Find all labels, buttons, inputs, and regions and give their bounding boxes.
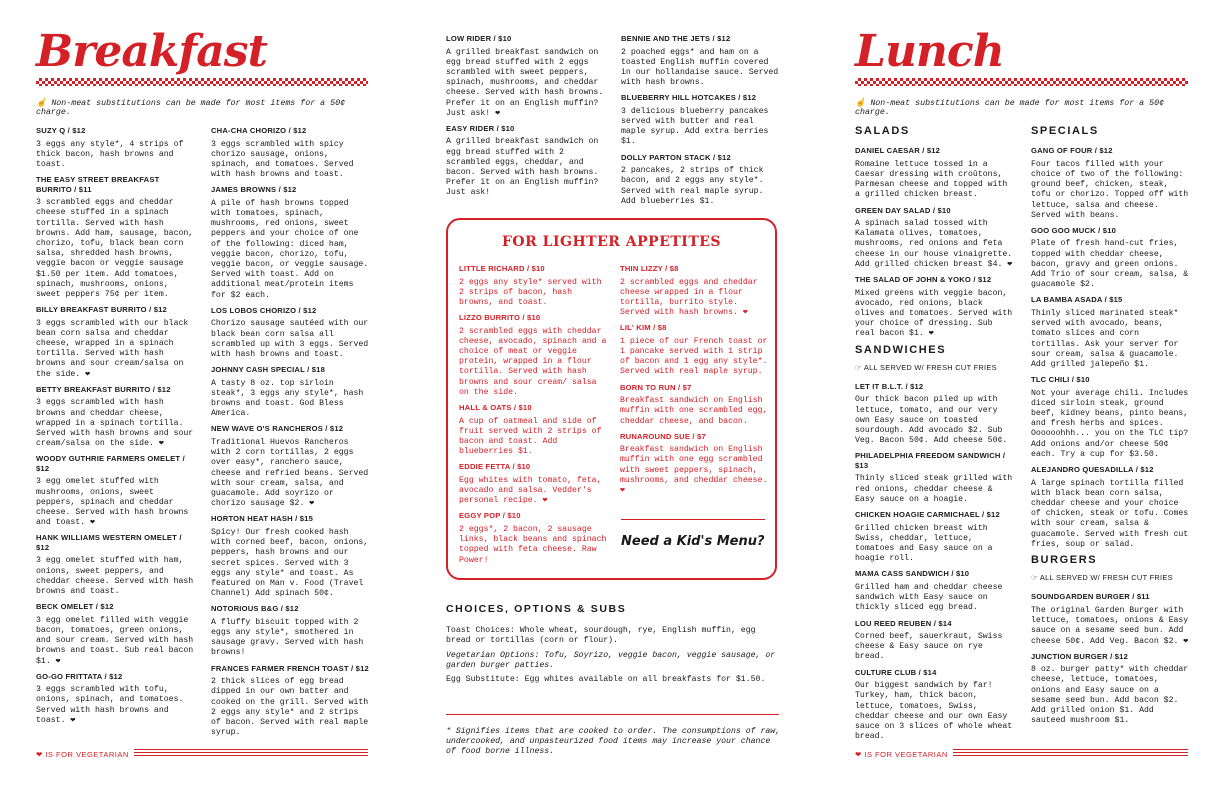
sandwiches-title: SANDWICHES — [855, 343, 947, 356]
menu-item-description: A grilled breakfast sandwich on egg bread stuffed with 2 eggs scrambled with sweet peppers, spinach, mushrooms, and cheddar cheese. Served with hash browns. Prefer it on an English muffin? Just ask! ❤ — [446, 47, 604, 118]
menu-item-name: LOW RIDER / $10 — [446, 34, 512, 43]
lighter-col-right — [620, 264, 768, 501]
menu-item — [459, 462, 607, 506]
menu-item-name: CHA-CHA CHORIZO / $12 — [211, 126, 307, 135]
menu-item-name: LIL' KIM / $8 — [620, 323, 667, 333]
menu-item-description: Chorizo sausage sautéed with our black bean corn salsa all scrambled up with 3 eggs. Served with hash browns and toast. — [211, 319, 369, 359]
menu-item — [459, 511, 607, 565]
menu-item — [855, 382, 1015, 447]
menu-item-description: Our biggest sandwich by far! Turkey, ham, thick bacon, lettuce, tomatoes, Swiss, cheddar cheese and our own Easy sauce on 3 slices of whole wheat bread. — [855, 681, 1013, 742]
menu-item-name: GANG OF FOUR / $12 — [1031, 146, 1113, 156]
menu-item-description: A grilled breakfast sandwich on egg bread stuffed with 2 scrambled eggs, cheddar, and bacon. Served with hash browns. Prefer it on an English muffin? Just ask! — [446, 137, 599, 198]
menu-item — [211, 604, 371, 658]
menu-item — [1031, 375, 1191, 460]
menu-item-name: HORTON HEAT HASH / $15 — [211, 514, 314, 524]
lunch-col-right — [1031, 126, 1191, 731]
menu-item — [211, 424, 371, 509]
menu-item-description: The original Garden Burger with lettuce, tomatoes, onions & Easy sauce on a sesame seed bun. Add cheese 50¢. Add Veg. Bacon $2. ❤ — [1031, 605, 1189, 646]
menu-item-name: THE SALAD OF JOHN & YOKO / $12 — [855, 275, 992, 285]
menu-item-name: CHICKEN HOAGIE CARMICHAEL / $12 — [855, 510, 1000, 520]
menu-item — [36, 454, 196, 528]
menu-item-name: RUNAROUND SUE / $7 — [620, 431, 706, 441]
menu-item — [855, 206, 1015, 271]
menu-item — [1031, 146, 1191, 221]
menu-item-description: Plate of fresh hand-cut fries, topped with cheddar cheese, bacon, gravy and green onions. Add Trio of sour cream, salsa, & guacamole $2. — [1031, 239, 1189, 290]
menu-item — [459, 313, 607, 398]
menu-item-name: MAMA CASS SANDWICH / $10 — [855, 569, 970, 579]
menu-item — [621, 34, 779, 88]
specials-title: SPECIALS — [1031, 125, 1099, 137]
menu-item-name: LET IT B.L.T. / $12 — [855, 381, 924, 391]
menu-item-description: Romaine lettuce tossed in a Caesar dressing with croûtons, Parmesan cheese and topped with a grilled chicken breast. — [855, 159, 1008, 200]
lighter-title: FOR LIGHTER APPETITES — [501, 234, 722, 250]
lunch-note: ☝ Non-meat substitutions can be made for most items for a 50¢ charge. — [855, 99, 1165, 117]
menu-item — [459, 403, 607, 457]
menu-item-name: GREEN DAY SALAD / $10 — [855, 205, 951, 215]
breakfast-col-1 — [36, 126, 196, 731]
menu-item — [459, 264, 607, 308]
lighter-col-left — [459, 264, 607, 571]
choices-title: CHOICES, OPTIONS & SUBS — [446, 603, 627, 615]
egg-substitute: Egg Substitute: Egg whites available on all breakfasts for $1.50. — [446, 675, 766, 685]
menu-item-description: 3 scrambled eggs and cheddar cheese stuffed in a spinach tortilla. Served with hash browns. Add ham, sausage, bacon, chorizo, tofu, black bean corn salsa, shredded hash browns, veggie bacon or veggie sausage $1.50 per item. Add tomatoes, spinach, mushrooms, onions, sweet peppers 75¢ per item. — [36, 198, 194, 299]
menu-item — [36, 602, 196, 667]
menu-item-name: JAMES BROWNS / $12 — [211, 185, 297, 195]
menu-item-description: 2 pancakes, 2 strips of thick bacon, and 2 eggs any style*. Served with real maple syrup. Add blueberries $1. — [621, 166, 764, 206]
menu-item — [855, 510, 1015, 564]
menu-item — [855, 619, 1015, 663]
menu-item-name: PHILADELPHIA FREEDOM SANDWICH / $13 — [855, 451, 1006, 470]
menu-item-description: A fluffy biscuit topped with 2 eggs any style*, smothered in sausage gravy. Served with hash browns! — [211, 617, 364, 658]
menu-item — [36, 305, 196, 380]
menu-item-name: LIZZO BURRITO / $10 — [459, 313, 541, 323]
menu-item-name: BENNIE AND THE JETS / $12 — [621, 34, 731, 43]
menu-item-description: 2 eggs*, 2 bacon, 2 sausage links, black beans and spinach topped with feta cheese. Raw Power! — [459, 524, 607, 565]
menu-item-name: LA BAMBA ASADA / $15 — [1031, 295, 1123, 305]
menu-item — [855, 146, 1015, 200]
lunch-veg-legend: ❤ IS FOR VEGETARIAN — [855, 750, 948, 759]
menu-item — [36, 175, 196, 300]
sandwiches-note: ☞ ALL SERVED W/ FRESH CUT FRIES — [855, 362, 997, 372]
menu-item-name: HALL & OATS / $10 — [459, 403, 532, 413]
menu-item-description: Our thick bacon piled up with lettuce, tomato, and our very own Easy sauce on toasted sourdough. Add avocado $2. Sub Veg. Bacon 50¢. Add cheese 50¢. — [855, 395, 1008, 446]
menu-item-description: Thinly sliced marinated steak* served with avocado, beans, tomato slices and corn tortillas. Ask your server for sour cream, salsa & guacamole. Add grilled jalepeño $1. — [1031, 308, 1179, 369]
menu-item-name: SOUNDGARDEN BURGER / $11 — [1031, 592, 1150, 602]
menu-item-name: NEW WAVE O'S RANCHEROS / $12 — [211, 424, 344, 434]
menu-item-name: WOODY GUTHRIE FARMERS OMELET / $12 — [36, 454, 185, 473]
menu-item — [36, 385, 196, 450]
menu-item — [211, 664, 371, 739]
menu-item — [855, 569, 1015, 613]
menu-item-name: HANK WILLIAMS WESTERN OMELET / $12 — [36, 533, 182, 552]
menu-item-name: GOO GOO MUCK / $10 — [1031, 225, 1117, 235]
menu-item — [855, 451, 1015, 505]
menu-item-description: Spicy! Our fresh cooked hash with corned beef, bacon, onions, peppers, hash browns and our secret spices. Served with 3 eggs any style* and toast. As featured on Man v. Food (Travel Channel) Add spinach 50¢. — [211, 527, 369, 599]
burgers-note: ☞ ALL SERVED W/ FRESH CUT FRIES — [1031, 573, 1173, 583]
menu-item-description: Breakfast sandwich on English muffin with one scrambled egg, cheddar cheese, and bacon. — [620, 396, 768, 426]
vegetarian-options: Vegetarian Options: Tofu, Soyrizo, veggie bacon, veggie sausage, or garden burger patties. — [446, 650, 776, 670]
menu-item-name: TLC CHILI / $10 — [1031, 375, 1090, 385]
menu-item-description: Not your average chili. Includes diced sirloin steak, ground beef, kidney beans, pinto beans, and fresh herbs and spices. Oooooohhh... you on the TLC tip? Add onions and/or cheese 50¢ each. Try a cup for $3.50. — [1031, 388, 1189, 459]
menu-item-description: 3 eggs scrambled with hash browns and cheddar cheese, wrapped in a spinach tortilla. Served with hash browns and sour cream/salsa on the side. ❤ — [36, 398, 194, 449]
burgers-title: BURGERS — [1031, 554, 1098, 566]
menu-item-description: 1 piece of our French toast or 1 pancake served with 1 strip of bacon and 1 egg any style*. Served with real maple syrup. — [620, 336, 768, 377]
checker-divider — [855, 78, 1188, 86]
menu-item-name: CULTURE CLUB / $14 — [855, 667, 937, 677]
breakfast-col-4 — [621, 34, 779, 212]
menu-item-description: 3 eggs any style*, 4 strips of thick bacon, hash browns and toast. — [36, 139, 184, 169]
menu-item-name: DOLLY PARTON STACK / $12 — [621, 152, 731, 162]
menu-item-name: JUNCTION BURGER / $12 — [1031, 651, 1129, 661]
menu-item-name: EGGY POP / $10 — [459, 511, 521, 521]
menu-item — [855, 275, 1015, 340]
menu-item — [621, 153, 779, 207]
menu-item-description: Grilled chicken breast with Swiss, cheddar, lettuce, tomatoes and Easy sauce on a hoagie roll. — [855, 523, 993, 564]
menu-item-name: FRANCES FARMER FRENCH TOAST / $12 — [211, 663, 369, 673]
menu-item-description: Egg whites with tomato, feta, avocado and salsa. Vedder's personal recipe. ❤ — [459, 475, 602, 506]
menu-item — [211, 365, 371, 419]
menu-item — [1031, 652, 1191, 727]
menu-item-description: A tasty 8 oz. top sirloin steak*, 3 eggs any style*, hash browns and toast. God Bless America. — [211, 378, 364, 419]
menu-item — [620, 264, 768, 318]
lunch-footer-stripes — [953, 749, 1188, 756]
menu-item-description: 2 thick slices of egg bread dipped in our own batter and cooked on the grill. Served with 2 eggs any style* and 2 strips of bacon. Served with real maple syrup. — [211, 677, 369, 738]
menu-item — [1031, 592, 1191, 646]
menu-item-name: ALEJANDRO QUESADILLA / $12 — [1031, 465, 1154, 475]
menu-item-description: 2 poached eggs* and ham on a toasted English muffin covered in our hollandaise sauce. Served with hash browns. — [621, 47, 779, 88]
breakfast-veg-legend: ❤ IS FOR VEGETARIAN — [36, 750, 129, 759]
menu-item-name: BETTY BREAKFAST BURRITO / $12 — [36, 384, 171, 394]
menu-item-name: NOTORIOUS B&G / $12 — [211, 604, 299, 614]
menu-item — [855, 668, 1015, 743]
menu-item-description: 3 delicious blueberry pancakes served with butter and real maple syrup. Add extra berries $1. — [621, 106, 769, 147]
menu-item — [211, 185, 371, 301]
menu-item-name: BLUEBERRY HILL HOTCAKES / $12 — [621, 93, 757, 103]
menu-item — [211, 126, 371, 180]
breakfast-note: ☝ Non-meat substitutions can be made for most items for a 50¢ charge. — [36, 99, 346, 117]
menu-item-description: Four tacos filled with your choice of two of the following: ground beef, chicken, steak, tofu or chorizo. Topped off with lettuce, salsa and cheese. Served with beans. — [1031, 159, 1189, 220]
menu-item — [620, 383, 768, 427]
menu-item-description: Grilled ham and cheddar cheese sandwich with Easy sauce on thickly sliced egg bread. — [855, 582, 1003, 613]
menu-item-description: Corned beef, sauerkraut, Swiss cheese & Easy sauce on rye bread. — [855, 632, 1003, 662]
menu-item — [1031, 295, 1191, 370]
menu-item — [621, 93, 779, 147]
menu-item-name: JOHNNY CASH SPECIAL / $18 — [211, 365, 326, 375]
menu-item-name: BILLY BREAKFAST BURRITO / $12 — [36, 305, 167, 315]
menu-item-description: 3 eggs scrambled with our black bean corn salsa and cheddar cheese, wrapped in a spinach tortilla. Served with hash browns and sour cream/salsa on the side. ❤ — [36, 318, 189, 379]
menu-item-description: A pile of hash browns topped with tomatoes, spinach, mushrooms, red onions, sweet peppers and your choice of one of the following: diced ham, veggie bacon, chorizo, tofu, veggie bacon, or veggie sausage. Served with toast. Add on additional meat/protein items for $2 each. — [211, 198, 369, 300]
menu-item-description: 3 egg omelet filled with veggie bacon, tomatoes, green onions, and sour cream. Served with hash browns and toast. Sub real bacon $1. ❤ — [36, 615, 194, 666]
menu-item-description: 2 scrambled eggs and cheddar cheese wrapped in a flour tortilla, burrito style. Served with hash browns. ❤ — [620, 277, 758, 318]
menu-item-name: THIN LIZZY / $8 — [620, 264, 679, 273]
lunch-col-left — [855, 126, 1015, 747]
menu-item-name: BORN TO RUN / $7 — [620, 382, 692, 392]
menu-item-description: 3 egg omelet stuffed with ham, onions, sweet peppers, and cheddar cheese. Served with hash browns and toast. — [36, 556, 194, 596]
menu-item-description: Breakfast sandwich on English muffin with one egg scrambled with sweet peppers, spinach, mushrooms, and cheddar cheese. ❤ — [620, 445, 768, 496]
disclaimer-divider — [446, 714, 779, 715]
menu-item-description: 2 eggs any style* served with 2 strips of bacon, hash browns, and toast. — [459, 277, 602, 307]
menu-item — [211, 306, 371, 360]
menu-item-description: 3 eggs scrambled with tofu, onions, spinach, and tomatoes. Served with hash browns and toast. ❤ — [36, 685, 184, 725]
menu-item-description: 3 egg omelet stuffed with mushrooms, onions, sweet peppers, spinach and cheddar cheese. Served with hash browns and toast. ❤ — [36, 477, 189, 528]
menu-item-name: THE EASY STREET BREAKFAST BURRITO / $11 — [36, 175, 160, 194]
menu-item — [36, 126, 196, 170]
checker-divider — [36, 78, 368, 86]
menu-item-description: 2 scrambled eggs with cheddar cheese, avocado, spinach and a choice of meat or veggie protein, wrapped in a flour tortilla. Served with hash browns and sour cream/ salsa on the side. — [459, 326, 607, 397]
lunch-title: Lunch — [855, 26, 1004, 77]
menu-item — [446, 34, 606, 119]
menu-item-description: Mixed greens with veggie bacon, avocado, red onions, black olives and tomatoes. Served with your choice of dressing. Sub real bacon $1. ❤ — [855, 288, 1013, 339]
salads-title: SALADS — [855, 125, 910, 137]
menu-item-name: EASY RIDER / $10 — [446, 123, 515, 133]
hand-icon: ☝ — [36, 99, 52, 108]
menu-item-description: A spinach salad tossed with Kalamata olives, tomatoes, mushrooms, red onions and feta cheese in our house vinaigrette. Add grilled chicken breast $4. ❤ — [855, 219, 1013, 269]
menu-item — [211, 514, 371, 599]
menu-item — [620, 432, 768, 497]
breakfast-title: Breakfast — [36, 26, 267, 77]
menu-item-name: GO-GO FRITTATA / $12 — [36, 671, 123, 681]
menu-item-description: Thinly sliced steak grilled with red onions, cheddar cheese & Easy sauce on a hoagie. — [855, 474, 1013, 504]
lighter-appetites-box — [446, 218, 777, 580]
breakfast-footer-stripes — [134, 749, 368, 756]
menu-item-description: 3 eggs scrambled with spicy chorizo sausage, onions, spinach, and tomatoes. Served with hash browns and toast. — [211, 139, 354, 180]
kids-menu-callout: Need a Kid's Menu? — [621, 534, 765, 549]
menu-item — [1031, 465, 1191, 550]
breakfast-col-2 — [211, 126, 371, 743]
menu-item-name: LOS LOBOS CHORIZO / $12 — [211, 305, 317, 315]
menu-item-description: Traditional Huevos Rancheros with 2 corn tortillas, 2 eggs over easy*, ranchero sauce, cheese and refried beans. Served with sour cream, salsa, and guacamole. Add soyrizo or chorizo sausage $2. ❤ — [211, 437, 369, 509]
menu-item-name: BECK OMELET / $12 — [36, 602, 114, 612]
breakfast-col-3 — [446, 34, 606, 204]
menu-item — [36, 533, 196, 597]
menu-item-name: DANIEL CAESAR / $12 — [855, 146, 941, 156]
menu-item — [620, 323, 768, 377]
menu-item — [1031, 226, 1191, 291]
hand-icon: ☝ — [855, 99, 871, 108]
choices-section — [446, 604, 781, 685]
menu-item-description: 8 oz. burger patty* with cheddar cheese, lettuce, tomatoes, onions and Easy sauce on a sesame seed bun. Add bacon $2. Add grilled onion $1. Add sauteed mushroom $1. — [1031, 665, 1189, 726]
menu-item-name: EDDIE FETTA / $10 — [459, 462, 531, 472]
kids-divider — [621, 519, 765, 520]
menu-item-description: A large spinach tortilla filled with black bean corn salsa, cheddar cheese and your choice of chicken, steak or tofu. Comes with sour cream, salsa & guacamole. Served with fresh cut fries, soup or salad. — [1031, 478, 1189, 549]
menu-item-name: LOU REED REUBEN / $14 — [855, 618, 952, 628]
menu-item-name: LITTLE RICHARD / $10 — [459, 264, 545, 273]
menu-item — [446, 124, 606, 199]
menu-item-name: SUZY Q / $12 — [36, 126, 86, 135]
menu-item-description: A cup of oatmeal and side of fruit served with 2 strips of bacon and toast. Add blueberries $1. — [459, 416, 602, 457]
toast-choices: Toast Choices: Whole wheat, sourdough, rye, English muffin, egg bread or tortillas (corn or flour). — [446, 626, 756, 646]
disclaimer: * Signifies items that are cooked to order. The consumptions of raw, undercooked, and unpasteurized food items may increase your chance of food borne illness. — [446, 727, 781, 757]
menu-item — [36, 672, 196, 726]
